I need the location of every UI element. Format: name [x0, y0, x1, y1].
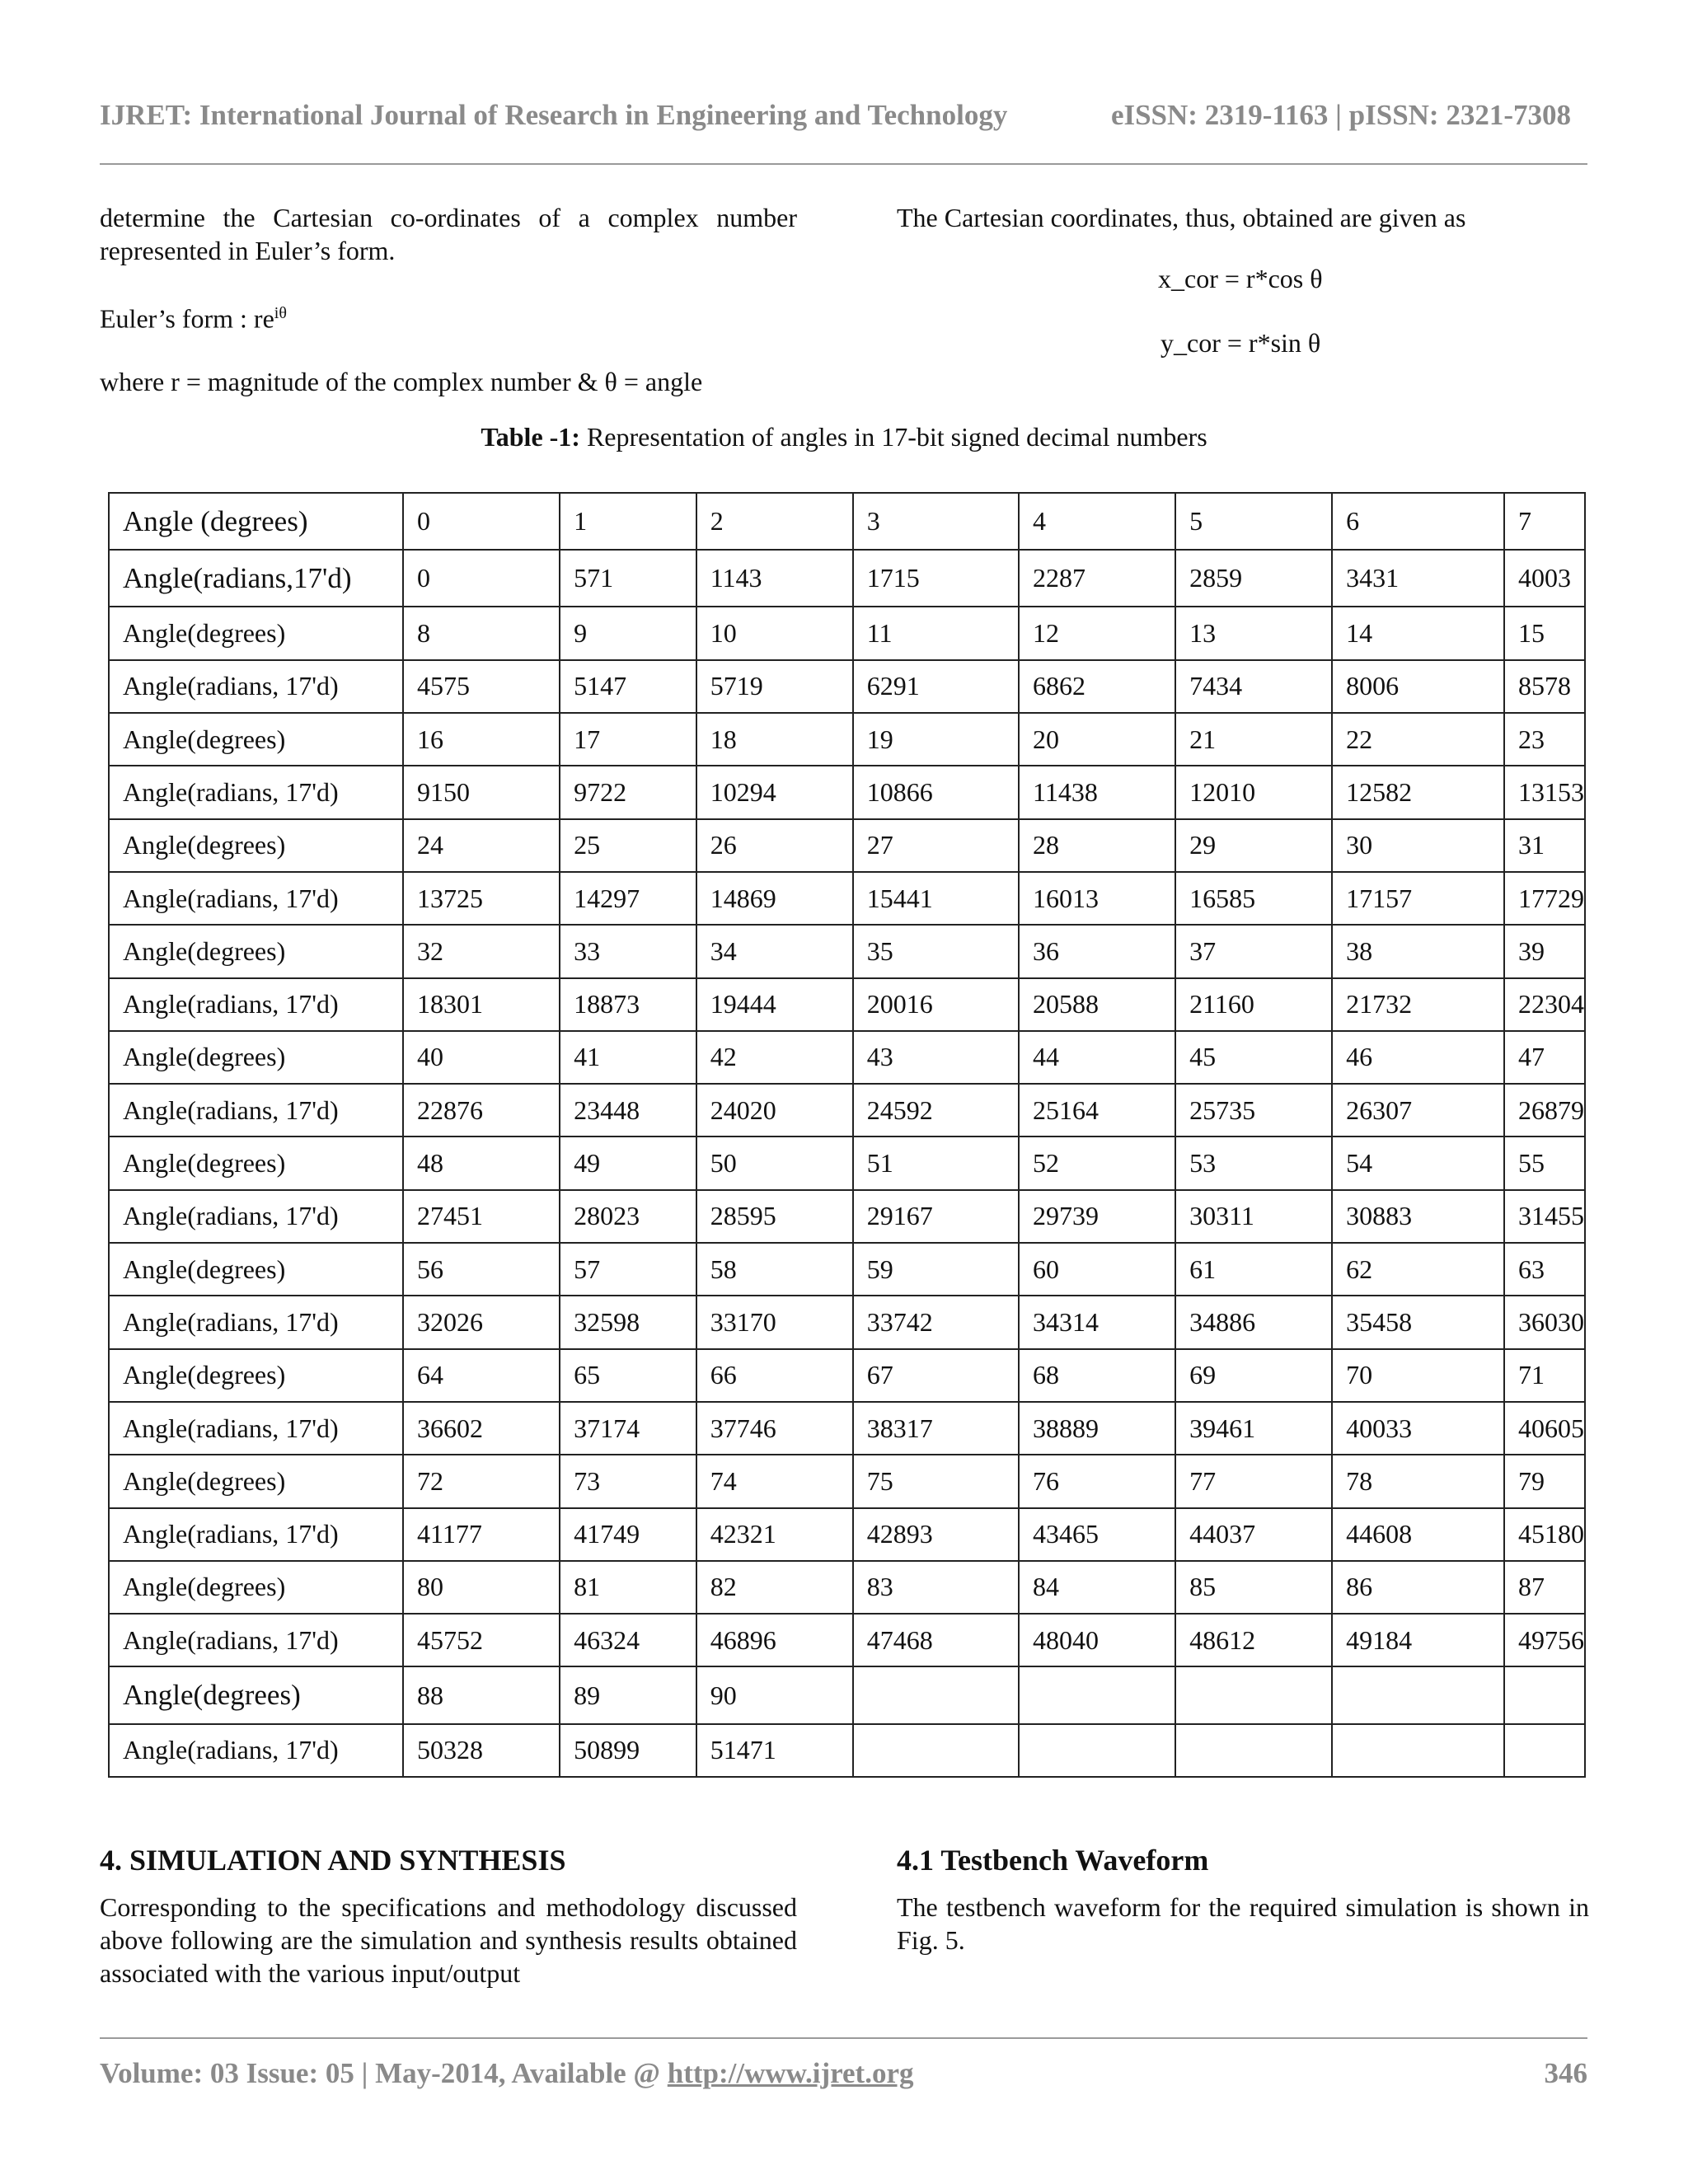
- table-row: [109, 1084, 1585, 1137]
- table-cell: 10: [696, 607, 853, 659]
- table-cell: 83: [853, 1561, 1019, 1614]
- table-cell: 63: [1504, 1243, 1585, 1296]
- table-cell: 82: [696, 1561, 853, 1614]
- table-cell: 25: [560, 819, 696, 872]
- row-header-cell: Angle(degrees): [109, 1031, 403, 1084]
- table-row: [109, 766, 1585, 818]
- table-cell: 48: [403, 1137, 560, 1189]
- table-cell: 18301: [403, 978, 560, 1031]
- table-cell: 30883: [1332, 1190, 1504, 1243]
- table-row: [109, 925, 1585, 977]
- table-cell: 40033: [1332, 1402, 1504, 1455]
- table-cell: 77: [1175, 1455, 1332, 1507]
- table-cell: 15441: [853, 872, 1019, 925]
- table-cell: 1143: [696, 550, 853, 607]
- row-header-cell: Angle(radians, 17'd): [109, 1614, 403, 1666]
- table-cell: 73: [560, 1455, 696, 1507]
- table-cell: 13725: [403, 872, 560, 925]
- table-cell: 2287: [1019, 550, 1175, 607]
- table-cell: 90: [696, 1666, 853, 1723]
- table-cell: 38889: [1019, 1402, 1175, 1455]
- table-cell: 20016: [853, 978, 1019, 1031]
- issn-info: eISSN: 2319-1163 | pISSN: 2321-7308: [1110, 99, 1571, 131]
- volume-text: Volume: 03 Issue: 05 | May-2014, Available @: [100, 2057, 668, 2089]
- table-cell: 43465: [1019, 1508, 1175, 1561]
- table-cell: 11: [853, 607, 1019, 659]
- caption-text: Representation of angles in 17-bit signed decimal numbers: [579, 422, 1207, 452]
- table-cell: 24: [403, 819, 560, 872]
- table-cell: 12: [1019, 607, 1175, 659]
- table-cell: 44037: [1175, 1508, 1332, 1561]
- table-cell: 33742: [853, 1296, 1019, 1348]
- table-cell: 85: [1175, 1561, 1332, 1614]
- table-cell: 69: [1175, 1349, 1332, 1402]
- row-header-cell: Angle(degrees): [109, 819, 403, 872]
- table-cell: 14869: [696, 872, 853, 925]
- table-cell: 42: [696, 1031, 853, 1084]
- table-cell: 16: [403, 713, 560, 766]
- row-header-cell: Angle(degrees): [109, 1561, 403, 1614]
- row-header-cell: Angle(radians, 17'd): [109, 1402, 403, 1455]
- table-cell: 46324: [560, 1614, 696, 1666]
- table-cell: 24020: [696, 1084, 853, 1137]
- table-cell: 18: [696, 713, 853, 766]
- table-cell: 42321: [696, 1508, 853, 1561]
- table-cell: 49184: [1332, 1614, 1504, 1666]
- table-cell: 19: [853, 713, 1019, 766]
- row-header-cell: Angle(degrees): [109, 607, 403, 659]
- table-cell: 68: [1019, 1349, 1175, 1402]
- table-cell: 43: [853, 1031, 1019, 1084]
- table-cell: 25164: [1019, 1084, 1175, 1137]
- table-cell: 18873: [560, 978, 696, 1031]
- table-cell: 61: [1175, 1243, 1332, 1296]
- table-cell: 7: [1504, 493, 1585, 550]
- table-cell: 37: [1175, 925, 1332, 977]
- table-cell: [853, 1724, 1019, 1777]
- table-cell: 9722: [560, 766, 696, 818]
- table-cell: 76: [1019, 1455, 1175, 1507]
- row-header-cell: Angle(degrees): [109, 1243, 403, 1296]
- equation-y: y_cor = r*sin θ: [1160, 328, 1321, 358]
- table-cell: 50: [696, 1137, 853, 1189]
- table-row: [109, 1296, 1585, 1348]
- table-cell: 14297: [560, 872, 696, 925]
- table-cell: 5719: [696, 660, 853, 713]
- table-cell: 55: [1504, 1137, 1585, 1189]
- table-cell: 4003: [1504, 550, 1585, 607]
- table-cell: 53: [1175, 1137, 1332, 1189]
- table-cell: 41749: [560, 1508, 696, 1561]
- table-cell: 32598: [560, 1296, 696, 1348]
- footer-rule: [100, 2037, 1587, 2039]
- row-header-cell: Angle(radians, 17'd): [109, 978, 403, 1031]
- table-cell: 67: [853, 1349, 1019, 1402]
- table-cell: 29167: [853, 1190, 1019, 1243]
- row-header-cell: Angle(degrees): [109, 713, 403, 766]
- row-header-cell: Angle(degrees): [109, 1455, 403, 1507]
- table-cell: 45: [1175, 1031, 1332, 1084]
- row-header-cell: Angle(radians, 17'd): [109, 766, 403, 818]
- table-cell: 30311: [1175, 1190, 1332, 1243]
- table-row: [109, 550, 1585, 607]
- table-cell: 54: [1332, 1137, 1504, 1189]
- row-header-cell: Angle(radians, 17'd): [109, 872, 403, 925]
- table-cell: 23448: [560, 1084, 696, 1137]
- header-rule: [100, 163, 1587, 165]
- section-4-1-body: The testbench waveform for the required simulation is shown in Fig. 5.: [897, 1892, 1589, 1955]
- row-header-cell: Angle(degrees): [109, 1349, 403, 1402]
- table-cell: 75: [853, 1455, 1019, 1507]
- cartesian-intro: The Cartesian coordinates, thus, obtained are given as: [897, 203, 1466, 232]
- table-cell: 33170: [696, 1296, 853, 1348]
- table-cell: 88: [403, 1666, 560, 1723]
- table-caption: [0, 422, 1688, 452]
- table-cell: 36030: [1504, 1296, 1585, 1348]
- table-cell: 46896: [696, 1614, 853, 1666]
- journal-title: IJRET: International Journal of Research in Engineering and Technology: [100, 99, 1008, 131]
- row-header-cell: Angle(radians, 17'd): [109, 1296, 403, 1348]
- table-row: [109, 819, 1585, 872]
- table-cell: 3: [853, 493, 1019, 550]
- row-header-cell: Angle(degrees): [109, 1137, 403, 1189]
- table-cell: 17157: [1332, 872, 1504, 925]
- journal-link[interactable]: http://www.ijret.org: [667, 2057, 914, 2089]
- table-cell: 22876: [403, 1084, 560, 1137]
- row-header-cell: Angle(radians,17'd): [109, 550, 403, 607]
- left-column: [100, 201, 797, 398]
- row-header-cell: Angle (degrees): [109, 493, 403, 550]
- table-cell: 7434: [1175, 660, 1332, 713]
- table-cell: [1019, 1666, 1175, 1723]
- euler-form: [100, 297, 797, 335]
- table-cell: 12582: [1332, 766, 1504, 818]
- table-cell: 14: [1332, 607, 1504, 659]
- table-cell: 47468: [853, 1614, 1019, 1666]
- table-cell: 65: [560, 1349, 696, 1402]
- table-cell: 71: [1504, 1349, 1585, 1402]
- table-cell: 2: [696, 493, 853, 550]
- table-cell: 22304: [1504, 978, 1585, 1031]
- table-cell: 16013: [1019, 872, 1175, 925]
- table-cell: 17: [560, 713, 696, 766]
- table-cell: 10866: [853, 766, 1019, 818]
- table-row: [109, 660, 1585, 713]
- table-cell: 41: [560, 1031, 696, 1084]
- table-cell: 30: [1332, 819, 1504, 872]
- table-cell: 16585: [1175, 872, 1332, 925]
- table-cell: 10294: [696, 766, 853, 818]
- table-cell: 47: [1504, 1031, 1585, 1084]
- table-cell: 13: [1175, 607, 1332, 659]
- section-4-1-title: 4.1 Testbench Waveform: [897, 1844, 1209, 1877]
- table-cell: [1504, 1724, 1585, 1777]
- euler-label: Euler’s form : re: [100, 303, 274, 334]
- table-row: [109, 1243, 1585, 1296]
- table-cell: [1504, 1666, 1585, 1723]
- table-cell: 39461: [1175, 1402, 1332, 1455]
- table-cell: 87: [1504, 1561, 1585, 1614]
- table-cell: 34: [696, 925, 853, 977]
- table-cell: [1332, 1666, 1504, 1723]
- section-4-title: 4. SIMULATION AND SYNTHESIS: [100, 1844, 566, 1877]
- table-cell: 60: [1019, 1243, 1175, 1296]
- table-cell: 0: [403, 550, 560, 607]
- table-cell: 36: [1019, 925, 1175, 977]
- table-cell: 0: [403, 493, 560, 550]
- table-row: [109, 1349, 1585, 1402]
- table-cell: 42893: [853, 1508, 1019, 1561]
- table-cell: 28: [1019, 819, 1175, 872]
- table-cell: 40605: [1504, 1402, 1585, 1455]
- table-cell: 29739: [1019, 1190, 1175, 1243]
- table-cell: 4575: [403, 660, 560, 713]
- table-cell: 49: [560, 1137, 696, 1189]
- table-cell: 17729: [1504, 872, 1585, 925]
- table-cell: 13153: [1504, 766, 1585, 818]
- table-cell: 86: [1332, 1561, 1504, 1614]
- table-cell: 45180: [1504, 1508, 1585, 1561]
- caption-label: Table -1:: [481, 422, 580, 452]
- table-cell: 66: [696, 1349, 853, 1402]
- table-cell: 26: [696, 819, 853, 872]
- table-cell: 32: [403, 925, 560, 977]
- table-row: [109, 1402, 1585, 1455]
- table-cell: 31455: [1504, 1190, 1585, 1243]
- section-4-body: Corresponding to the specifications and methodology discussed above following are the simulation and synthesis results obtained associated with the various input/output: [100, 1892, 797, 1988]
- table-cell: 79: [1504, 1455, 1585, 1507]
- table-cell: [1175, 1666, 1332, 1723]
- table-cell: 8578: [1504, 660, 1585, 713]
- table-cell: 26879: [1504, 1084, 1585, 1137]
- table-cell: 37746: [696, 1402, 853, 1455]
- table-cell: 80: [403, 1561, 560, 1614]
- table-cell: 39: [1504, 925, 1585, 977]
- table-cell: 20: [1019, 713, 1175, 766]
- table-cell: 22: [1332, 713, 1504, 766]
- table-cell: 34886: [1175, 1296, 1332, 1348]
- table-cell: 29: [1175, 819, 1332, 872]
- table-cell: 72: [403, 1455, 560, 1507]
- page-number: 346: [1544, 2057, 1587, 2089]
- table-cell: 6: [1332, 493, 1504, 550]
- table-cell: 5147: [560, 660, 696, 713]
- page-footer: [100, 2057, 1587, 2093]
- table-cell: 9: [560, 607, 696, 659]
- table-row: [109, 1137, 1585, 1189]
- equation-x: x_cor = r*cos θ: [1158, 264, 1323, 293]
- table-cell: 40: [403, 1031, 560, 1084]
- table-cell: 28023: [560, 1190, 696, 1243]
- table-cell: 32026: [403, 1296, 560, 1348]
- table-cell: 6291: [853, 660, 1019, 713]
- row-header-cell: Angle(radians, 17'd): [109, 1508, 403, 1561]
- table-cell: 56: [403, 1243, 560, 1296]
- row-header-cell: Angle(radians, 17'd): [109, 1724, 403, 1777]
- table-row: [109, 713, 1585, 766]
- table-cell: 6862: [1019, 660, 1175, 713]
- table-cell: 33: [560, 925, 696, 977]
- table-cell: 44608: [1332, 1508, 1504, 1561]
- table-cell: 25735: [1175, 1084, 1332, 1137]
- table-cell: 9150: [403, 766, 560, 818]
- table-cell: 41177: [403, 1508, 560, 1561]
- row-header-cell: Angle(radians, 17'd): [109, 1084, 403, 1137]
- table-cell: 8: [403, 607, 560, 659]
- intro-paragraph: determine the Cartesian co-ordinates of a complex number represented in Euler’s form.: [100, 203, 797, 265]
- table-cell: 27451: [403, 1190, 560, 1243]
- table-cell: 4: [1019, 493, 1175, 550]
- table-cell: 57: [560, 1243, 696, 1296]
- table-cell: 1715: [853, 550, 1019, 607]
- table-cell: 38: [1332, 925, 1504, 977]
- table-cell: 50328: [403, 1724, 560, 1777]
- table-cell: 45752: [403, 1614, 560, 1666]
- table-cell: 48612: [1175, 1614, 1332, 1666]
- table-cell: 12010: [1175, 766, 1332, 818]
- table-cell: 52: [1019, 1137, 1175, 1189]
- table-cell: 35: [853, 925, 1019, 977]
- magnitude-definition: where r = magnitude of the complex number & θ = angle: [100, 366, 703, 396]
- table-cell: 58: [696, 1243, 853, 1296]
- table-cell: [1019, 1724, 1175, 1777]
- page-header: [100, 99, 1571, 135]
- table-cell: 34314: [1019, 1296, 1175, 1348]
- table-row: [109, 1614, 1585, 1666]
- row-header-cell: Angle(radians, 17'd): [109, 660, 403, 713]
- table-cell: 26307: [1332, 1084, 1504, 1137]
- table-row: [109, 1508, 1585, 1561]
- table-cell: 48040: [1019, 1614, 1175, 1666]
- table-cell: 37174: [560, 1402, 696, 1455]
- table-cell: 84: [1019, 1561, 1175, 1614]
- table-cell: 38317: [853, 1402, 1019, 1455]
- table-cell: 89: [560, 1666, 696, 1723]
- table-cell: 1: [560, 493, 696, 550]
- table-cell: 20588: [1019, 978, 1175, 1031]
- table-cell: 35458: [1332, 1296, 1504, 1348]
- table-row: [109, 1724, 1585, 1777]
- angle-table: [108, 492, 1586, 1778]
- table-row: [109, 1455, 1585, 1507]
- table-cell: 50899: [560, 1724, 696, 1777]
- right-column: [897, 201, 1573, 234]
- table-row: [109, 607, 1585, 659]
- table-row: [109, 872, 1585, 925]
- table-row: [109, 1666, 1585, 1723]
- table-cell: 2859: [1175, 550, 1332, 607]
- table-cell: 64: [403, 1349, 560, 1402]
- row-header-cell: Angle(radians, 17'd): [109, 1190, 403, 1243]
- table-row: [109, 493, 1585, 550]
- table-cell: 11438: [1019, 766, 1175, 818]
- table-cell: 74: [696, 1455, 853, 1507]
- table-cell: 27: [853, 819, 1019, 872]
- table-cell: [853, 1666, 1019, 1723]
- euler-exponent: iθ: [274, 304, 287, 322]
- table-row: [109, 1190, 1585, 1243]
- table-cell: 23: [1504, 713, 1585, 766]
- table-cell: 24592: [853, 1084, 1019, 1137]
- table-cell: 46: [1332, 1031, 1504, 1084]
- volume-info: [100, 2057, 914, 2090]
- table-cell: 59: [853, 1243, 1019, 1296]
- table-cell: 31: [1504, 819, 1585, 872]
- table-cell: 8006: [1332, 660, 1504, 713]
- table-cell: 44: [1019, 1031, 1175, 1084]
- table-row: [109, 978, 1585, 1031]
- table-cell: 78: [1332, 1455, 1504, 1507]
- table-cell: 21: [1175, 713, 1332, 766]
- table-cell: 3431: [1332, 550, 1504, 607]
- table-cell: 5: [1175, 493, 1332, 550]
- table-row: [109, 1031, 1585, 1084]
- table-cell: 36602: [403, 1402, 560, 1455]
- table-row: [109, 1561, 1585, 1614]
- table-cell: 51471: [696, 1724, 853, 1777]
- table-cell: 19444: [696, 978, 853, 1031]
- table-cell: 70: [1332, 1349, 1504, 1402]
- table-cell: 49756: [1504, 1614, 1585, 1666]
- table-cell: 51: [853, 1137, 1019, 1189]
- table-cell: [1175, 1724, 1332, 1777]
- table-cell: 21732: [1332, 978, 1504, 1031]
- table-cell: 15: [1504, 607, 1585, 659]
- table-cell: 28595: [696, 1190, 853, 1243]
- row-header-cell: Angle(degrees): [109, 925, 403, 977]
- table-cell: 21160: [1175, 978, 1332, 1031]
- table-cell: 81: [560, 1561, 696, 1614]
- row-header-cell: Angle(degrees): [109, 1666, 403, 1723]
- table-cell: [1332, 1724, 1504, 1777]
- table-cell: 62: [1332, 1243, 1504, 1296]
- table-cell: 571: [560, 550, 696, 607]
